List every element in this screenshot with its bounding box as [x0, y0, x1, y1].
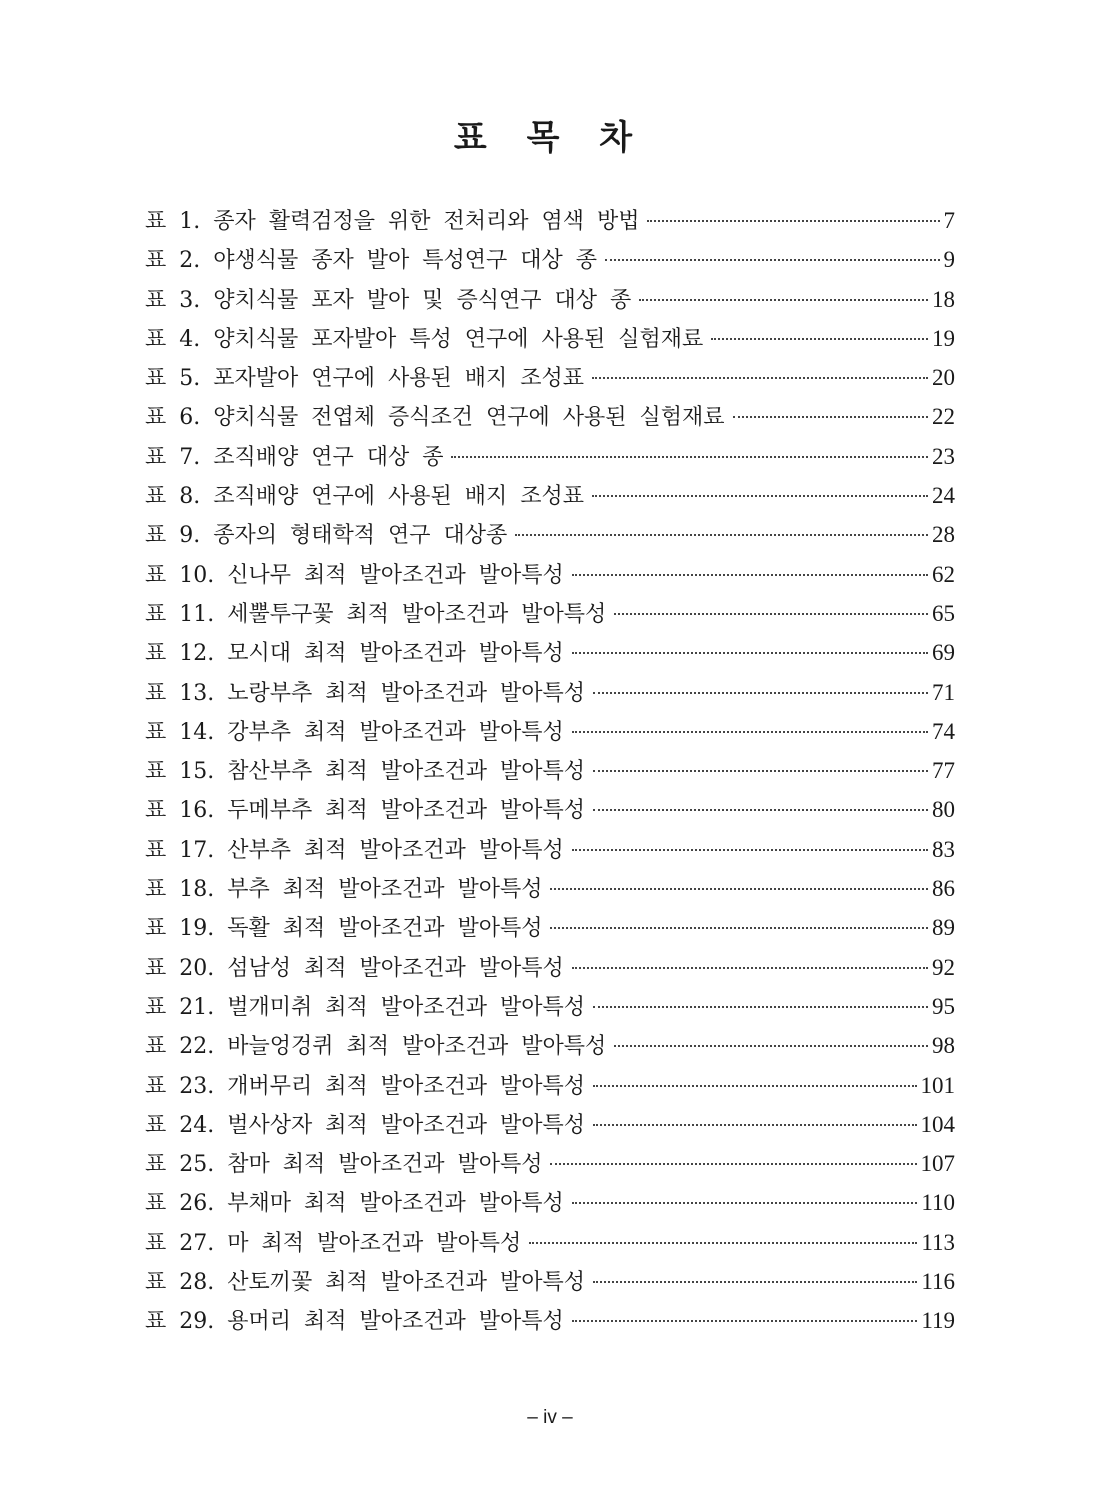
toc-entry[interactable] [145, 476, 955, 515]
toc-entry[interactable] [145, 633, 955, 672]
dot-leader [605, 258, 940, 261]
dot-leader [593, 769, 928, 772]
entry-label: 표 4. 양치식물 포자발아 특성 연구에 사용된 실험재료 [145, 326, 704, 352]
toc-entry[interactable] [145, 790, 955, 829]
toc-entry[interactable] [145, 1262, 955, 1301]
page-title: 표 목 차 [453, 118, 647, 158]
toc-entry[interactable] [145, 830, 955, 869]
entry-page-number: 80 [932, 797, 955, 823]
entry-page-number: 110 [921, 1190, 955, 1216]
entry-label: 표 12. 모시대 최적 발아조건과 발아특성 [145, 641, 564, 667]
entry-page-number: 77 [932, 758, 955, 784]
dot-leader [572, 730, 928, 733]
entry-label: 표 15. 참산부추 최적 발아조건과 발아특성 [145, 759, 585, 785]
toc-entry[interactable] [145, 280, 955, 319]
dot-leader [592, 376, 928, 379]
entry-label: 표 29. 용머리 최적 발아조건과 발아특성 [145, 1309, 564, 1335]
entry-label: 표 3. 양치식물 포자 발아 및 증식연구 대상 종 [145, 287, 632, 313]
entry-page-number: 116 [921, 1269, 955, 1295]
entry-label: 표 6. 양치식물 전엽체 증식조건 연구에 사용된 실험재료 [145, 405, 725, 431]
entry-page-number: 28 [932, 522, 955, 548]
toc-entry[interactable] [145, 1301, 955, 1340]
entry-label: 표 11. 세뿔투구꽃 최적 발아조건과 발아특성 [145, 601, 607, 627]
toc-entry[interactable] [145, 555, 955, 594]
toc-entry[interactable] [145, 869, 955, 908]
entry-label: 표 22. 바늘엉겅퀴 최적 발아조건과 발아특성 [145, 1034, 607, 1060]
entry-label: 표 10. 신나무 최적 발아조건과 발아특성 [145, 562, 564, 588]
toc-entry[interactable] [145, 201, 955, 240]
entry-label: 표 17. 산부추 최적 발아조건과 발아특성 [145, 837, 564, 863]
dot-leader [451, 455, 928, 458]
entry-label: 표 21. 벌개미취 최적 발아조건과 발아특성 [145, 994, 585, 1020]
entry-page-number: 89 [932, 915, 955, 941]
toc-entry[interactable] [145, 397, 955, 436]
toc-entry[interactable] [145, 319, 955, 358]
entry-page-number: 113 [921, 1229, 955, 1255]
entry-label: 표 28. 산토끼꽃 최적 발아조건과 발아특성 [145, 1270, 585, 1296]
entry-page-number: 22 [932, 404, 955, 430]
dot-leader [614, 612, 928, 615]
dot-leader [572, 651, 928, 654]
toc-entry[interactable] [145, 751, 955, 790]
entry-page-number: 7 [943, 208, 955, 233]
entry-page-number: 86 [932, 876, 955, 902]
dot-leader [647, 219, 939, 222]
dot-leader [592, 494, 928, 497]
entry-page-number: 23 [932, 443, 955, 469]
page-number: – iv – [527, 1407, 573, 1428]
entry-label: 표 18. 부추 최적 발아조건과 발아특성 [145, 877, 543, 903]
dot-leader [639, 298, 928, 301]
dot-leader [550, 887, 928, 890]
entry-page-number: 69 [932, 640, 955, 666]
toc-entry[interactable] [145, 987, 955, 1026]
table-of-contents [145, 201, 955, 1341]
entry-label: 표 16. 두메부추 최적 발아조건과 발아특성 [145, 798, 585, 824]
dot-leader [572, 1319, 918, 1322]
toc-entry[interactable] [145, 1183, 955, 1222]
entry-page-number: 119 [921, 1308, 955, 1334]
dot-leader [593, 1123, 917, 1126]
toc-entry[interactable] [145, 1026, 955, 1065]
entry-label: 표 5. 포자발아 연구에 사용된 배지 조성표 [145, 366, 584, 392]
toc-entry[interactable] [145, 908, 955, 947]
dot-leader [593, 1280, 917, 1283]
dot-leader [515, 533, 928, 536]
toc-entry[interactable] [145, 437, 955, 476]
toc-entry[interactable] [145, 240, 955, 279]
toc-entry[interactable] [145, 1144, 955, 1183]
entry-label: 표 1. 종자 활력검정을 위한 전처리와 염색 방법 [145, 209, 640, 234]
entry-label: 표 23. 개버무리 최적 발아조건과 발아특성 [145, 1073, 585, 1099]
toc-entry[interactable] [145, 515, 955, 554]
entry-label: 표 19. 독활 최적 발아조건과 발아특성 [145, 916, 543, 942]
entry-label: 표 20. 섬남성 최적 발아조건과 발아특성 [145, 955, 564, 981]
entry-page-number: 83 [932, 836, 955, 862]
entry-label: 표 26. 부채마 최적 발아조건과 발아특성 [145, 1191, 564, 1217]
entry-label: 표 27. 마 최적 발아조건과 발아특성 [145, 1230, 522, 1256]
dot-leader [572, 848, 928, 851]
toc-entry[interactable] [145, 358, 955, 397]
entry-label: 표 14. 강부추 최적 발아조건과 발아특성 [145, 719, 564, 745]
toc-entry[interactable] [145, 1066, 955, 1105]
entry-label: 표 13. 노랑부추 최적 발아조건과 발아특성 [145, 680, 585, 706]
entry-page-number: 19 [932, 325, 955, 351]
dot-leader [733, 415, 929, 418]
entry-page-number: 95 [932, 993, 955, 1019]
entry-label: 표 25. 참마 최적 발아조건과 발아특성 [145, 1152, 543, 1178]
toc-entry[interactable] [145, 948, 955, 987]
toc-entry[interactable] [145, 1105, 955, 1144]
entry-label: 표 9. 종자의 형태학적 연구 대상종 [145, 523, 508, 549]
entry-page-number: 74 [932, 718, 955, 744]
dot-leader [550, 926, 928, 929]
entry-label: 표 7. 조직배양 연구 대상 종 [145, 444, 444, 470]
entry-page-number: 101 [920, 1072, 955, 1098]
entry-page-number: 107 [920, 1151, 955, 1177]
dot-leader [711, 337, 928, 340]
dot-leader [572, 573, 928, 576]
dot-leader [614, 1044, 928, 1047]
entry-label: 표 8. 조직배양 연구에 사용된 배지 조성표 [145, 484, 584, 510]
dot-leader [572, 966, 928, 969]
entry-label: 표 2. 야생식물 종자 발아 특성연구 대상 종 [145, 248, 597, 274]
dot-leader [593, 1084, 917, 1087]
entry-page-number: 104 [920, 1111, 955, 1137]
dot-leader [593, 1005, 928, 1008]
toc-entry[interactable] [145, 1223, 955, 1262]
dot-leader [593, 691, 928, 694]
toc-entry[interactable] [145, 673, 955, 712]
entry-page-number: 71 [932, 679, 955, 705]
entry-page-number: 98 [932, 1033, 955, 1059]
entry-page-number: 62 [932, 561, 955, 587]
entry-label: 표 24. 벌사상자 최적 발아조건과 발아특성 [145, 1112, 585, 1138]
entry-page-number: 65 [932, 600, 955, 626]
toc-entry[interactable] [145, 594, 955, 633]
dot-leader [529, 1241, 917, 1244]
dot-leader [572, 1201, 918, 1204]
dot-leader [550, 1162, 916, 1165]
entry-page-number: 92 [932, 954, 955, 980]
entry-page-number: 24 [932, 483, 955, 509]
entry-page-number: 18 [932, 286, 955, 312]
dot-leader [593, 808, 928, 811]
entry-page-number: 20 [932, 365, 955, 391]
entry-page-number: 9 [943, 247, 955, 273]
toc-entry[interactable] [145, 712, 955, 751]
